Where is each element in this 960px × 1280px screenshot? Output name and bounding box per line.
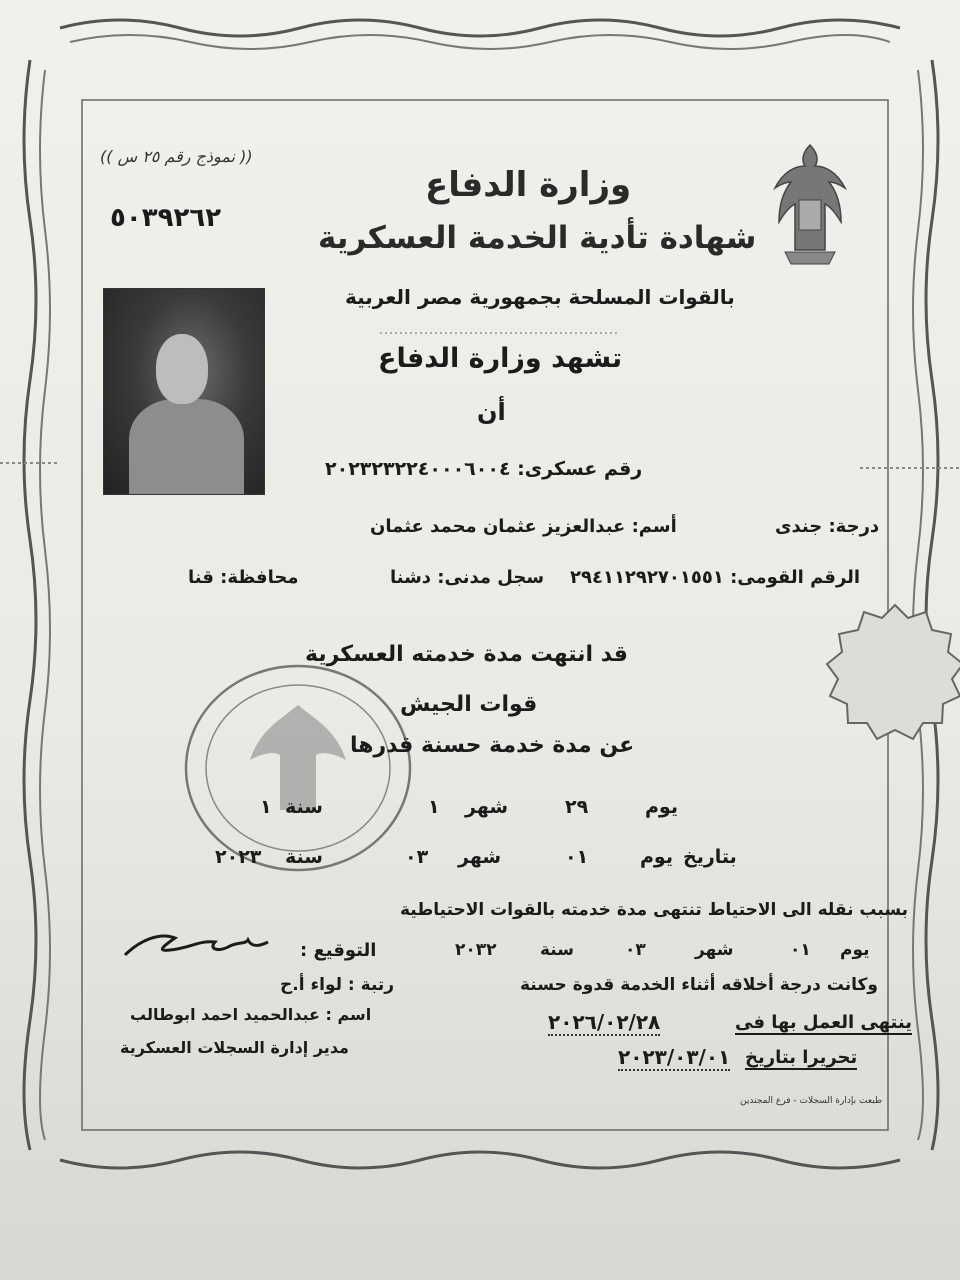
reserve-day: ٠١ (790, 940, 811, 960)
that-word: أن (477, 398, 506, 426)
signatory-rank: رتبة : لواء أ.ح (280, 975, 395, 995)
reserve-year: ٢٠٣٢ (455, 940, 497, 960)
signatory-title: مدير إدارة السجلات العسكرية (120, 1038, 349, 1057)
reserve-month: ٠٣ (625, 940, 646, 960)
name-field: أسم: عبدالعزيز عثمان محمد عثمان (370, 516, 677, 537)
rank-field: درجة: جندى (775, 516, 880, 537)
branch-line: قوات الجيش (400, 692, 538, 717)
military-number: رقم عسكرى: ٢٠٢٣٢٣٢٢٤٠٠٠٦٠٠٤ (325, 458, 643, 480)
reserve-year-label: سنة (540, 940, 574, 960)
issued-date: ٢٠٢٣/٠٣/٠١ (618, 1045, 731, 1069)
end-date-month-label: شهر (458, 846, 502, 868)
governorate-field: محافظة: قنا (188, 567, 299, 588)
conduct-line: عن مدة خدمة حسنة قدرها (350, 733, 635, 758)
duration-month-label: شهر (465, 796, 509, 818)
end-date-day-label: يوم (640, 846, 673, 868)
issued-label: تحريرا بتاريخ (745, 1047, 858, 1068)
certificate-subtitle: بالقوات المسلحة بجمهورية مصر العربية (345, 285, 735, 309)
certificate-title: شهادة تأدية الخدمة العسكرية (318, 220, 757, 256)
reserve-month-label: شهر (695, 940, 734, 960)
reserve-reason: بسبب نقله الى الاحتياط تنتهى مدة خدمته بالقوات الاحتياطية (400, 900, 909, 920)
valid-until-label: ينتهى العمل بها فى (735, 1012, 912, 1033)
duration-month: ١ (428, 796, 440, 818)
ministry-title: وزارة الدفاع (425, 165, 632, 205)
round-stamp (180, 660, 415, 875)
ethics-line: وكانت درجة أخلاقه أثناء الخدمة قدوة حسنة (520, 975, 878, 995)
handwritten-signature (120, 920, 270, 970)
signature-label: التوقيع : (300, 940, 377, 961)
footer-note: طبعت بإدارة السجلات - فرع المجندين (740, 1096, 883, 1106)
duration-year: ١ (260, 796, 272, 818)
duration-day-label: يوم (645, 796, 678, 818)
service-ended-line: قد انتهت مدة خدمته العسكرية (305, 642, 628, 667)
civil-registry-field: سجل مدنى: دشنا (390, 567, 545, 588)
national-id-field: الرقم القومى: ٢٩٤١١٢٩٢٧٠١٥٥١ (570, 567, 861, 588)
end-date-year: ٢٠٢٣ (215, 846, 262, 868)
valid-until-date: ٢٠٢٦/٠٢/٢٨ (548, 1010, 661, 1034)
reserve-day-label: يوم (840, 940, 870, 960)
end-date-day: ٠١ (565, 846, 589, 868)
embossed-seal (820, 600, 960, 750)
duration-day: ٢٩ (565, 796, 589, 818)
end-date-month: ٠٣ (405, 846, 429, 868)
attest-line: تشهد وزارة الدفاع (378, 343, 623, 374)
form-number: (( نموذج رقم ٢٥ س )) (100, 147, 253, 166)
signatory-name: اسم : عبدالحميد احمد ابوطالب (130, 1005, 372, 1024)
serial-number: ٥٠٣٩٢٦٢ (110, 203, 222, 233)
soldier-photo (103, 288, 265, 495)
eagle-emblem-icon (765, 140, 855, 270)
end-date-year-label: سنة (285, 846, 323, 868)
end-date-prefix: بتاريخ (683, 846, 737, 868)
duration-year-label: سنة (285, 796, 323, 818)
